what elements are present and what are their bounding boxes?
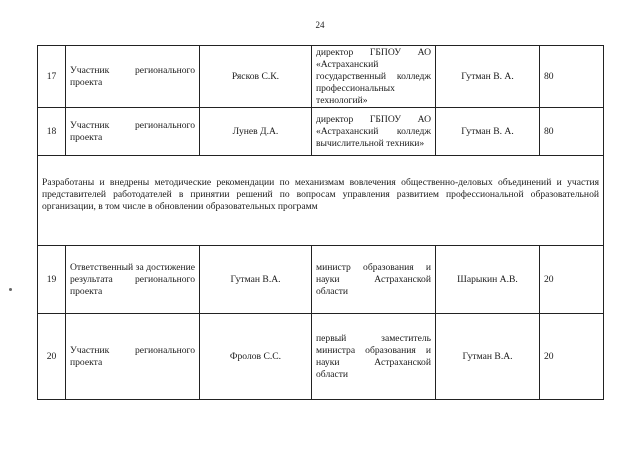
assignment-table — [37, 45, 604, 400]
scan-mark — [9, 288, 12, 291]
supervisor-name: Гутман В. А. — [436, 108, 540, 156]
table-row — [38, 246, 604, 314]
workload-percent: 20 — [540, 246, 604, 314]
person-name: Фролов С.С. — [200, 314, 312, 400]
workload-percent: 80 — [540, 46, 604, 108]
table-row — [38, 314, 604, 400]
supervisor-name: Гутман В. А. — [436, 46, 540, 108]
person-position: министр образования и науки Астраханской области — [312, 246, 436, 314]
row-number: 18 — [38, 108, 66, 156]
person-name: Гутман В.А. — [200, 246, 312, 314]
workload-percent: 80 — [540, 108, 604, 156]
person-name: Рясков С.К. — [200, 46, 312, 108]
supervisor-name: Гутман В.А. — [436, 314, 540, 400]
project-role: Участник регионального проекта — [66, 108, 200, 156]
table-row — [38, 46, 604, 108]
project-role: Участник регионального проекта — [66, 46, 200, 108]
supervisor-name: Шарыкин А.В. — [436, 246, 540, 314]
workload-percent: 20 — [540, 314, 604, 400]
page-number: 24 — [315, 20, 325, 30]
section-heading: Разработаны и внедрены методические рекомендации по механизмам вовлечения общественно-деловых объединений и участия представителей работодателей в принятии решений по вопросам управления развитием профессиональной образовательной организации, в том числе в обновлении образовательных программ — [42, 176, 599, 212]
project-role: Участник регионального проекта — [66, 314, 200, 400]
person-position: директор ГБПОУ АО «Астраханский государственный колледж профессиональных технологий» — [312, 46, 436, 108]
person-position: первый заместитель министра образования и науки Астраханской области — [312, 314, 436, 400]
project-role: Ответственный за достижение результата регионального проекта — [66, 246, 200, 314]
row-number: 19 — [38, 246, 66, 314]
table-row — [38, 108, 604, 156]
section-row — [38, 156, 604, 246]
row-number: 17 — [38, 46, 66, 108]
person-name: Лунев Д.А. — [200, 108, 312, 156]
row-number: 20 — [38, 314, 66, 400]
person-position: директор ГБПОУ АО «Астраханский колледж вычислительной техники» — [312, 108, 436, 156]
